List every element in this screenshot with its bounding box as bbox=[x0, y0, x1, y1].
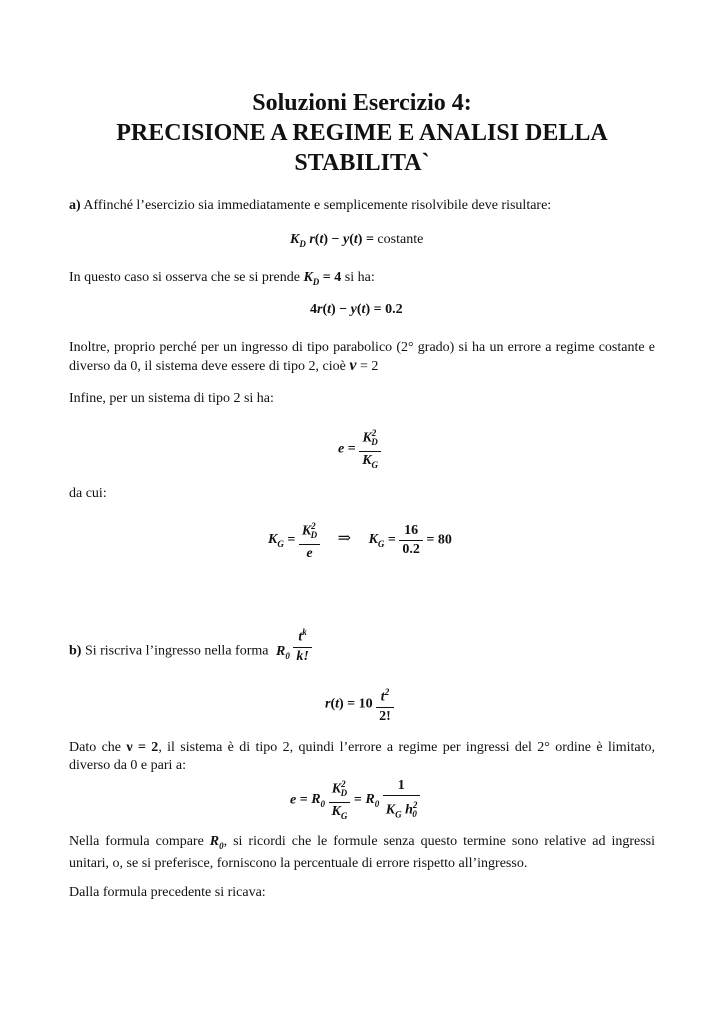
dato-text-2: , il sistema è di tipo 2, quindi l’errore a regime per ingressi del 2° ordine è limitato, diverso da 0 e pari a: bbox=[69, 740, 655, 773]
part-b-intro: b) Si riscriva l’ingresso nella forma $R_0$ $\frac{t^k}{k!}$ bbox=[69, 637, 655, 666]
title-line-3: STABILITA` bbox=[294, 150, 430, 176]
formula-paragraph bbox=[69, 833, 655, 873]
case-text-after: si ha: bbox=[344, 270, 375, 285]
eq4-denominator: 0.2 bbox=[399, 540, 423, 559]
derive-paragraph bbox=[69, 884, 655, 902]
case-text-before: In questo caso si osserva che se si prende bbox=[69, 270, 300, 285]
eq4-numerator: 16 bbox=[404, 522, 419, 538]
from-text: da cui: bbox=[69, 486, 107, 501]
part-a-intro-text: Affinché l’esercizio sia immediatamente e semplicemente risolvibile deve risultare: bbox=[83, 198, 552, 213]
final-paragraph bbox=[69, 390, 655, 408]
part-b-label: b) bbox=[69, 643, 82, 659]
equation-kd-r-minus-y: $K_D$ r(t) − y(t) = costante bbox=[290, 232, 424, 249]
from-paragraph bbox=[69, 485, 655, 503]
equation-rhs: costante bbox=[377, 232, 424, 247]
derive-text: Dalla formula precedente si ricava: bbox=[69, 885, 266, 900]
kd-symbol: $K_D$ bbox=[303, 270, 320, 287]
equation-kg-80: $K_G$ = $\frac{K^2_D}{e}$ ⇒ $K_G$ = $\frac{16}{0.2}$ = 80 bbox=[268, 521, 452, 562]
dato-text-1: Dato che bbox=[69, 740, 121, 755]
eq4-result: = 80 bbox=[426, 532, 452, 548]
implies-icon: ⇒ bbox=[337, 530, 352, 548]
formula-text-1: Nella formula compare bbox=[69, 834, 204, 849]
formula-text-2: , si ricordi che le formule senza questo termine sono relative ad ingressi unitari, o, se si preferisce, forniscono la percentuale di errore rispetto all’ingresso. bbox=[69, 834, 656, 871]
dato-nu: ν = 2 bbox=[126, 740, 159, 755]
page-title bbox=[0, 88, 724, 178]
input-form-fraction: $\frac{t^k}{k!}$ bbox=[293, 623, 311, 666]
part-b-intro-text: Si riscriva l’ingresso nella forma bbox=[84, 643, 269, 659]
title-line-1: Soluzioni Esercizio 4: bbox=[252, 90, 472, 116]
title-line-2: PRECISIONE A REGIME E ANALISI DELLA bbox=[116, 120, 608, 146]
equation-4r-minus-y: 4r(t) − y(t) = 0.2 bbox=[310, 302, 403, 317]
type-paragraph bbox=[69, 339, 655, 376]
part-a-intro bbox=[69, 197, 655, 215]
kd-value: = 4 bbox=[319, 270, 342, 285]
type-text: Inoltre, proprio perché per un ingresso di tipo parabolico (2° grado) si ha un errore a regime costante e diverso da 0, il sistema deve essere di tipo 2, cioè bbox=[69, 340, 655, 374]
equation-e-r0: $e = R_0$ $\frac{K^2_D}{K_G}$ = $R_0$ $\frac{1}{K_G h^2_0}$ bbox=[290, 775, 420, 825]
equation-r-t: r(t) = 10 $\frac{t^2}{2!}$ bbox=[325, 683, 394, 726]
r0-symbol: $R_0$ bbox=[209, 834, 224, 851]
case-paragraph bbox=[69, 269, 655, 291]
part-a-label: a) bbox=[69, 198, 81, 213]
eq5-denominator: 2! bbox=[376, 707, 394, 726]
nu-symbol: ν bbox=[349, 357, 357, 374]
equation-4r-value: 0.2 bbox=[385, 302, 403, 317]
dato-paragraph bbox=[69, 739, 655, 775]
type-value: = 2 bbox=[359, 359, 379, 374]
eq5-coefficient: 10 bbox=[358, 696, 373, 712]
equation-e-kd2-kg: e = $\frac{K^2_D}{K_G}$ bbox=[338, 424, 381, 474]
eq6-numerator: 1 bbox=[397, 777, 405, 793]
final-text: Infine, per un sistema di tipo 2 si ha: bbox=[69, 391, 274, 406]
